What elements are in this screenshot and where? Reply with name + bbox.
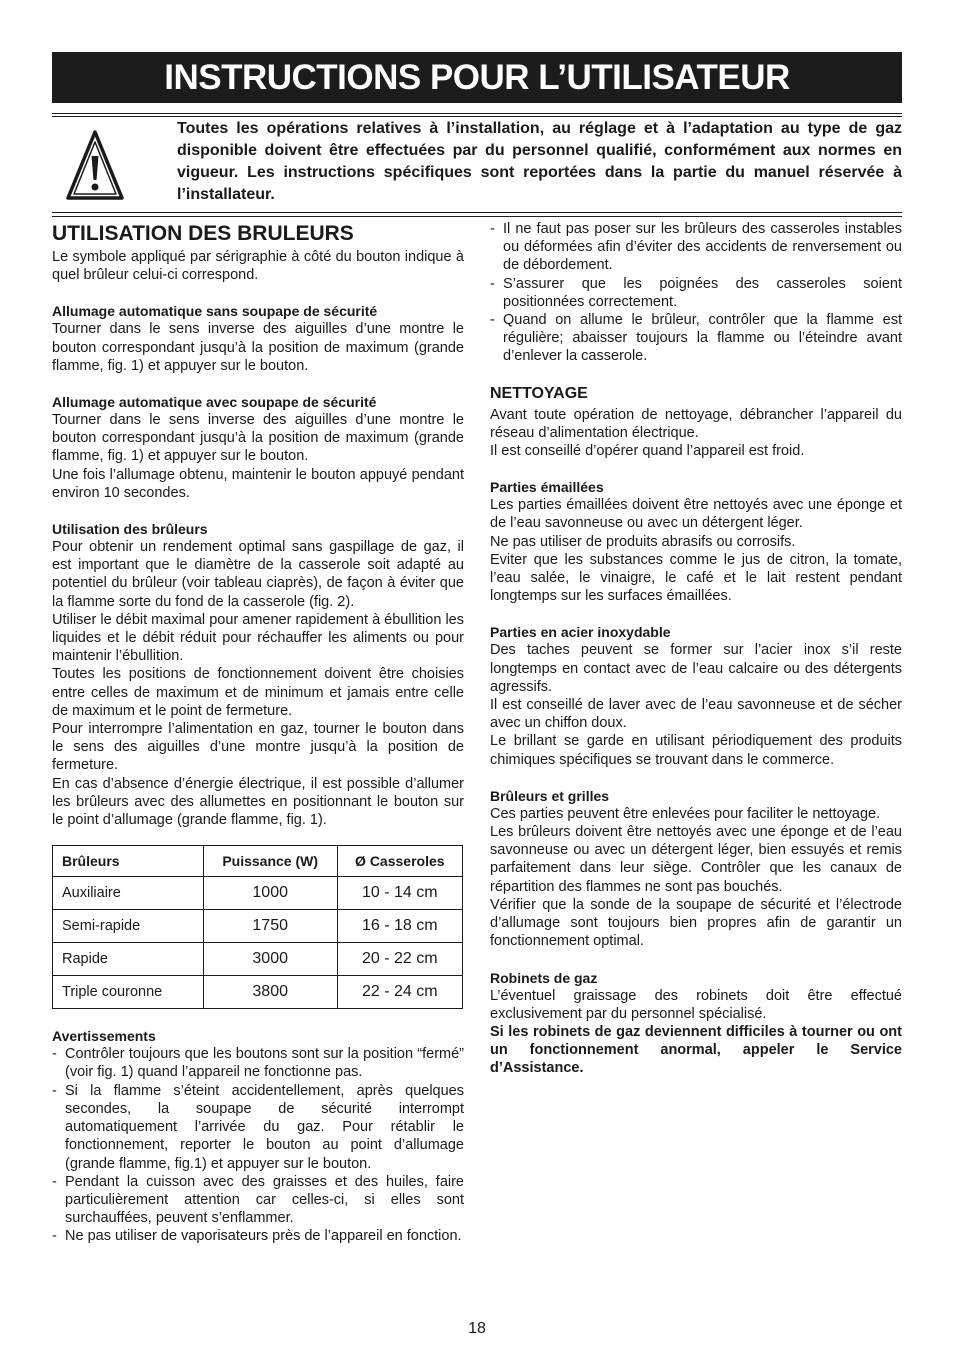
usage-paragraph: En cas d’absence d’énergie électrique, il est possible d’allumer les brûleurs avec des allumettes en positionnant le bouton sur le point d’allumage (grande flamme, fig. 1).: [52, 775, 464, 829]
table-cell: 1000: [203, 877, 337, 910]
table-cell: 10 - 14 cm: [337, 877, 462, 910]
divider-mid: [52, 212, 902, 213]
usage-paragraph: Pour obtenir un rendement optimal sans gaspillage de gaz, il est important que le diamètre de la casserole soit adapté au potentiel du brûleur (voir tableau ciaprès), de façon à éviter que la flamme sorte du fond de la casserole (fig. 2).: [52, 539, 464, 610]
usage-paragraph: Utiliser le débit maximal pour amener rapidement à ébullition les liquides et le débit réduit pour réchauffer les aliments ou pour maintenir l’ébullition.: [52, 611, 464, 665]
auto-no-valve-heading: Allumage automatique sans soupape de sécurité: [52, 303, 378, 320]
taps-heading: Robinets de gaz: [490, 969, 598, 986]
table-cell: 20 - 22 cm: [337, 943, 462, 976]
usage-heading: Utilisation des brûleurs: [52, 521, 208, 538]
list-item: - S’assurer que les poignées des casseroles soient positionnées correctement.: [490, 275, 902, 311]
page-title: INSTRUCTIONS POUR L’UTILISATEUR: [52, 52, 902, 103]
grills-paragraph: Les brûleurs doivent être nettoyés avec une éponge et de l’eau savonneuse ou avec un détergent léger, bien essuyés et remis parfaitement dans leur siège. Contrôler que les canaux de répartition des flammes ne sont pas bouchés.: [490, 824, 902, 895]
table-cell: Auxiliaire: [53, 877, 204, 910]
left-column: [52, 220, 464, 1246]
grills-paragraph: Ces parties peuvent être enlevées pour faciliter le nettoyage.: [490, 805, 881, 822]
steel-paragraph: Il est conseillé de laver avec de l’eau savonneuse et de sécher avec un chiffon doux.: [490, 697, 902, 732]
table-cell: 16 - 18 cm: [337, 910, 462, 943]
warning-triangle-icon: [66, 130, 124, 200]
grills-paragraph: Vérifier que la sonde de la soupape de sécurité et l’électrode d’allumage sont toujours bien propres afin de garantir un fonctionnement optimal.: [490, 896, 902, 950]
list-item: - Quand on allume le brûleur, contrôler que la flamme est régulière; abaisser toujours la flamme ou l’éteindre avant d’enlever la casserole.: [490, 311, 902, 366]
steel-paragraph: Des taches peuvent se former sur l’acier inox s’il reste longtemps en contact avec de l’eau calcaire ou des détergents agressifs.: [490, 642, 902, 695]
list-item: - Ne pas utiliser de vaporisateurs près de l’appareil en fonction.: [52, 1227, 464, 1245]
table-header-row: [53, 846, 463, 877]
table-cell: Triple couronne: [53, 976, 204, 1009]
section-heading-cleaning: NETTOYAGE: [490, 384, 588, 402]
auto-valve-heading: Allumage automatique avec soupape de sécurité: [52, 394, 377, 411]
enamel-paragraph: Les parties émaillées doivent être nettoyés avec une éponge et de l’eau savonneuse ou avec un détergent léger.: [490, 497, 902, 532]
taps-text: L’éventuel graissage des robinets doit être effectué exclusivement par du personnel spécialisé.: [490, 987, 902, 1022]
usage-paragraph: Toutes les positions de fonctionnement doivent être choisies entre celles de maximum et de minimum et jamais entre celle de maximum et le point de fermeture.: [52, 666, 464, 719]
list-item: - Pendant la cuisson avec des graisses et des huiles, faire particulièrement attention car celles-ci, si elles sont surchauffées, peuvent s’enflammer.: [52, 1173, 464, 1228]
table-cell: 1750: [203, 910, 337, 943]
warnings-list-continued: [490, 220, 902, 366]
list-item: - Si la flamme s’éteint accidentellement, après quelques secondes, la soupape de sécurité interrompt automatiquement l’arrivée du gaz. Pour rétablir le fonctionnement, reporter le bouton au point d’allumage (grande flamme, fig.1) et appuyer sur le bouton.: [52, 1082, 464, 1173]
warnings-list: [52, 1045, 464, 1245]
table-header: Ø Casseroles: [337, 846, 462, 877]
cleaning-text: Avant toute opération de nettoyage, débrancher l’appareil du réseau d’alimentation électrique.: [490, 406, 902, 441]
table-cell: 3000: [203, 943, 337, 976]
auto-no-valve-text: Tourner dans le sens inverse des aiguilles d’une montre le bouton correspondant jusqu’à la position de maximum (grande flamme, fig. 1) et appuyer sur le bouton.: [52, 321, 464, 374]
right-column: [490, 220, 902, 1078]
divider-top: [52, 113, 902, 114]
section-heading-burners: UTILISATION DES BRULEURS: [52, 222, 354, 245]
divider-top-2: [52, 116, 902, 117]
list-item: - Il ne faut pas poser sur les brûleurs des casseroles instables ou déformées afin d’éviter des accidents de renversement ou de débordement.: [490, 220, 902, 275]
table-row: [53, 943, 463, 976]
auto-valve-text-2: Une fois l’allumage obtenu, maintenir le bouton appuyé pendant environ 10 secondes.: [52, 466, 464, 501]
page-number: 18: [468, 1320, 486, 1337]
enamel-paragraph: Eviter que les substances comme le jus de citron, la tomate, l’eau salée, le vinaigre, le café et le lait restent pendant longtemps sur les surfaces émaillées.: [490, 551, 902, 605]
table-header: Puissance (W): [203, 846, 337, 877]
table-row: [53, 877, 463, 910]
divider-mid-2: [52, 216, 902, 217]
table-row: [53, 910, 463, 943]
grills-heading: Brûleurs et grilles: [490, 787, 610, 804]
table-cell: Rapide: [53, 943, 204, 976]
table-row: [53, 976, 463, 1009]
steel-paragraph: Le brillant se garde en utilisant périodiquement des produits chimiques spécifiques se trouvant dans le commerce.: [490, 733, 902, 768]
burners-intro: Le symbole appliqué par sérigraphie à côté du bouton indique à quel brûleur celui-ci correspond.: [52, 249, 464, 284]
steel-heading: Parties en acier inoxydable: [490, 624, 671, 641]
table-cell: Semi-rapide: [53, 910, 204, 943]
cleaning-text-2: Il est conseillé d’opérer quand l’appareil est froid.: [490, 443, 805, 460]
auto-valve-text: Tourner dans le sens inverse des aiguilles d’une montre le bouton correspondant jusqu’à la position de maximum (grande flamme, fig. 1) et appuyer sur le bouton.: [52, 412, 464, 465]
table-header: Brûleurs: [53, 846, 204, 877]
burner-table: [52, 845, 463, 1009]
warning-text: Toutes les opérations relatives à l’installation, au réglage et à l’adaptation au type de gaz disponible doivent être effectuées par du personnel qualifié, conformément aux normes en vigueur. Les instructions spécifiques sont reportées dans la partie du manuel réservée à l’installateur.: [177, 120, 902, 203]
taps-warning-text: Si les robinets de gaz deviennent difficiles à tourner ou ont un fonctionnement anormal, appeler le Service d’Assistance.: [490, 1023, 902, 1077]
enamel-heading: Parties émaillées: [490, 479, 604, 496]
table-cell: 3800: [203, 976, 337, 1009]
usage-paragraph: Pour interrompre l’alimentation en gaz, tourner le bouton dans le sens des aiguilles d’une montre jusqu’à la position de fermeture.: [52, 721, 464, 774]
table-cell: 22 - 24 cm: [337, 976, 462, 1009]
warnings-heading: Avertissements: [52, 1028, 156, 1045]
list-item: - Contrôler toujours que les boutons sont sur la position “fermé” (voir fig. 1) quand l’appareil ne fonctionne pas.: [52, 1045, 464, 1081]
enamel-paragraph: Ne pas utiliser de produits abrasifs ou corrosifs.: [490, 533, 796, 550]
